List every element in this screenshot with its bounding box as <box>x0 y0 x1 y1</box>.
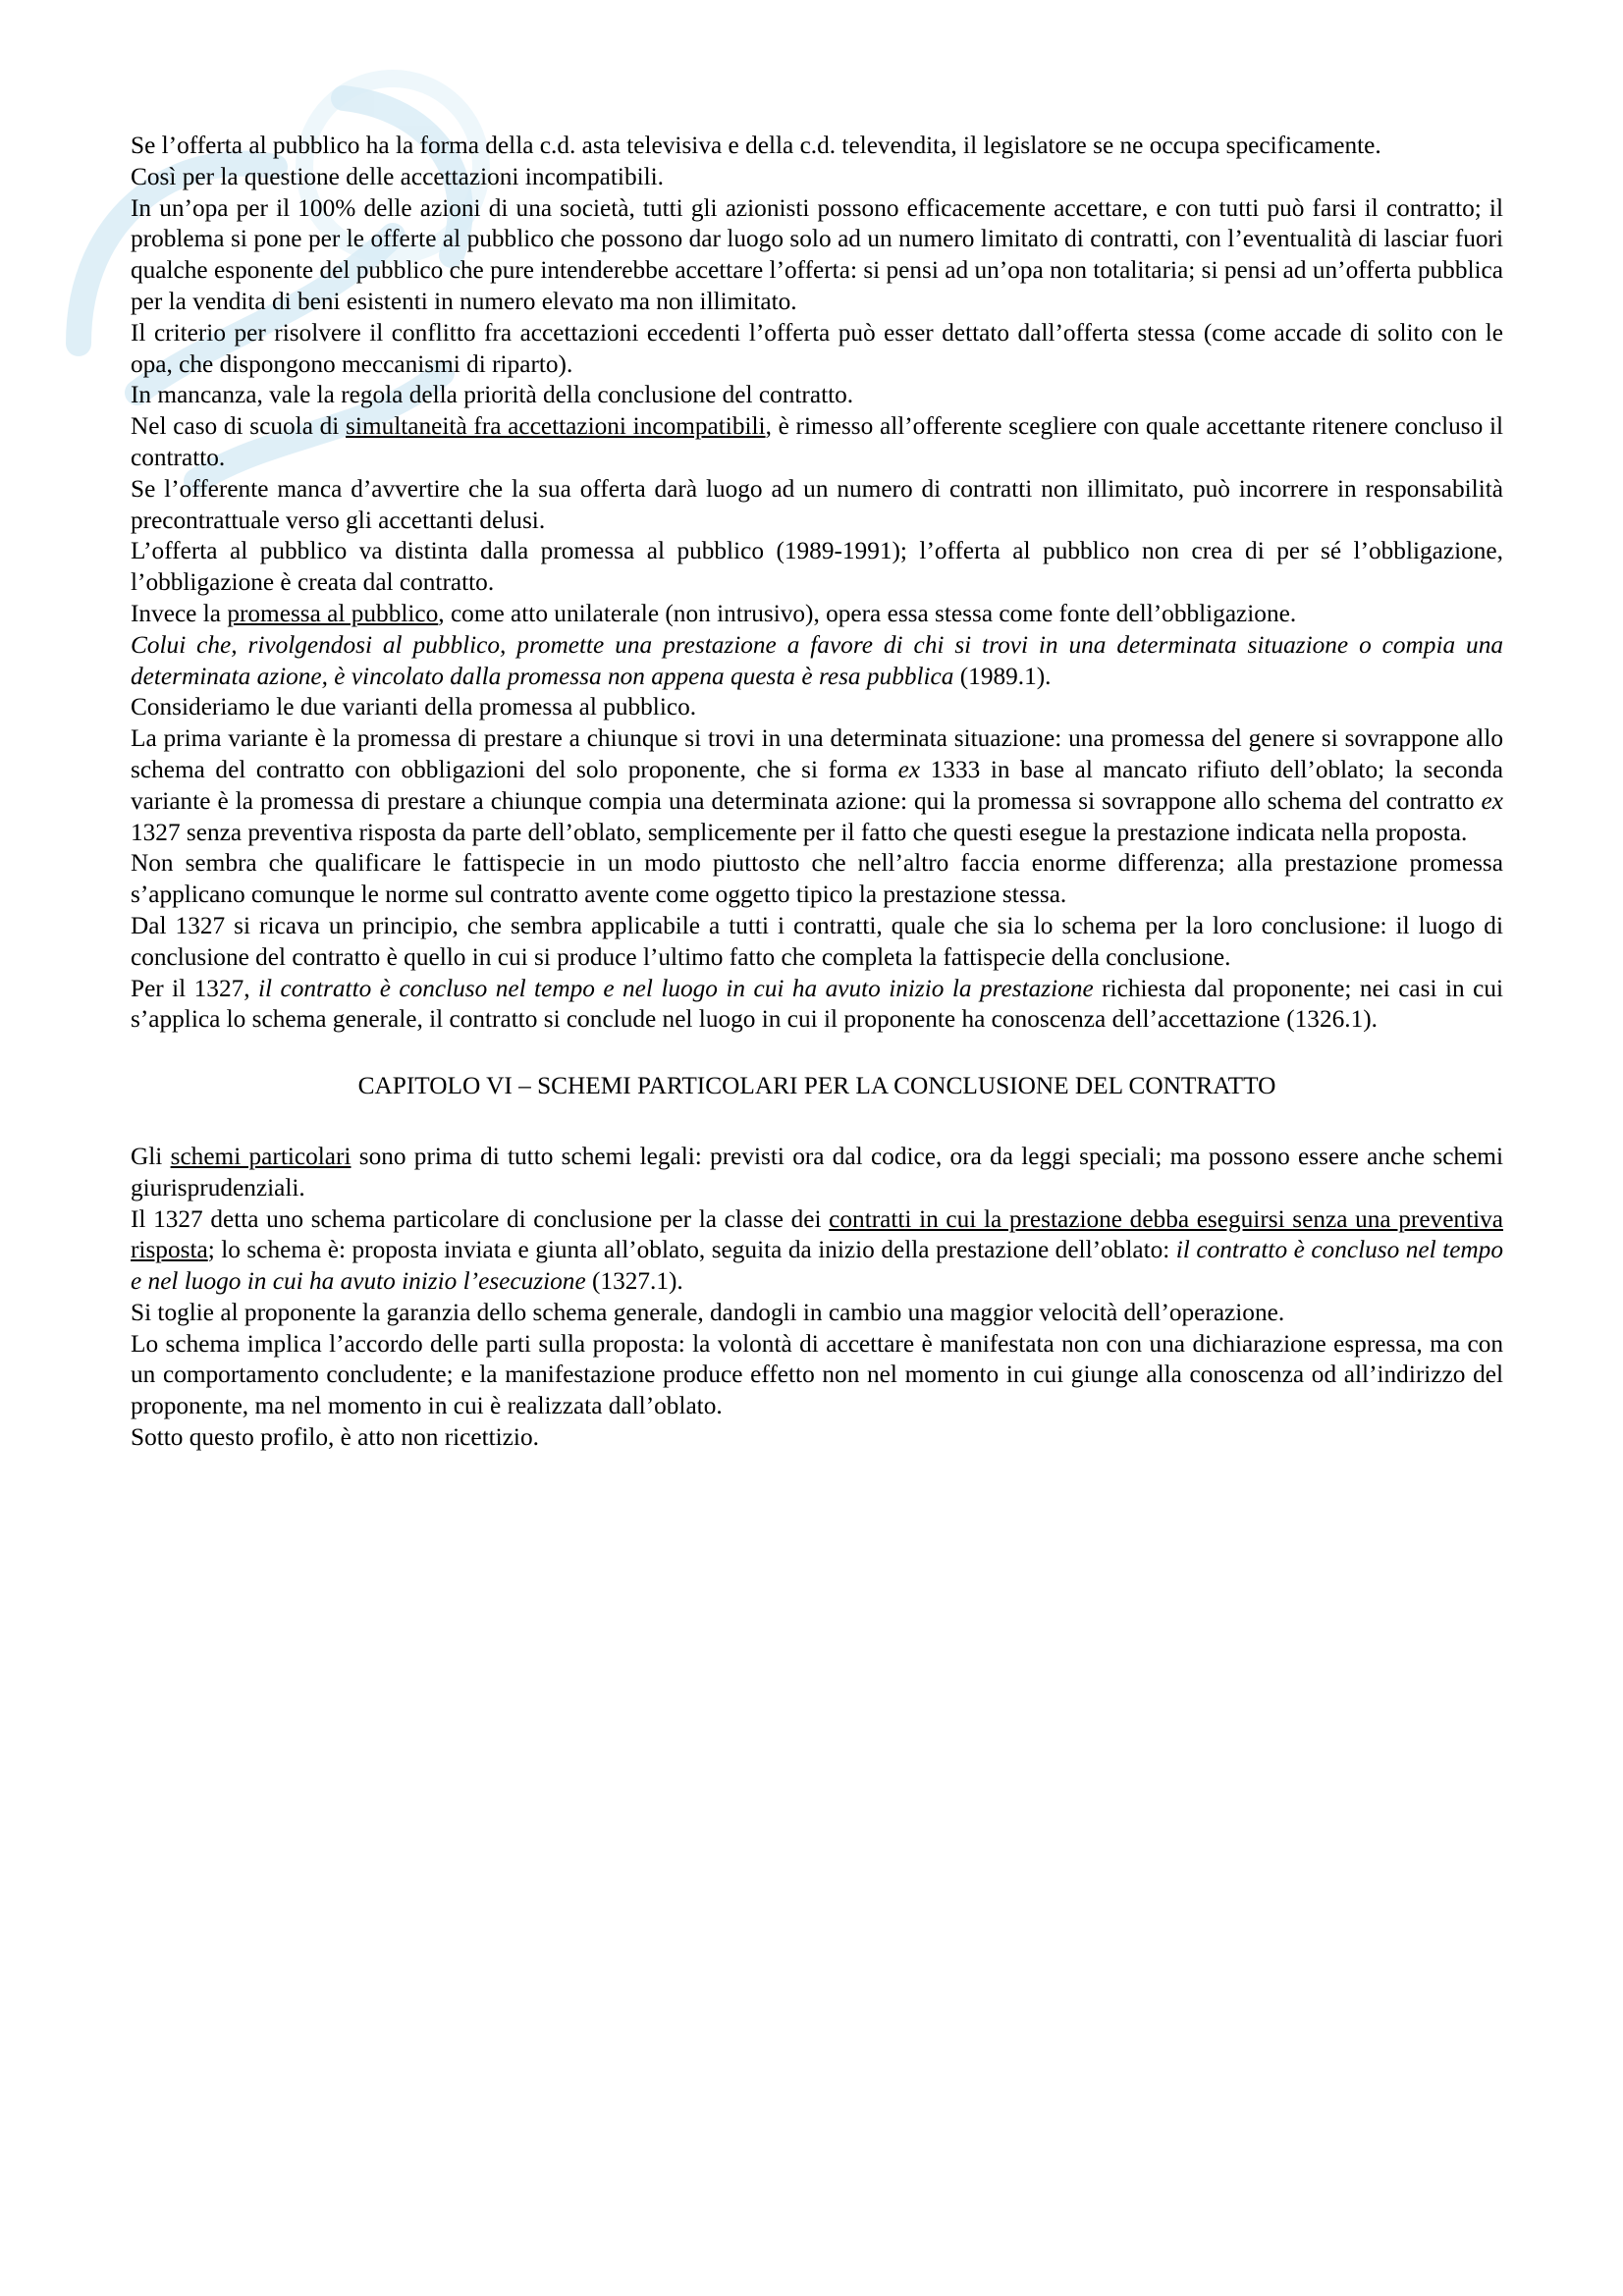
text-run: Per il 1327, <box>131 974 259 1002</box>
text-run: Sotto questo profilo, è atto non ricettizio. <box>131 1423 539 1452</box>
text-run: , è rimesso all’offerente scegliere con quale accettante ritenere concluso il contratto. <box>131 412 1504 471</box>
section-body-2 <box>131 1142 1503 1454</box>
paragraph <box>131 536 1503 599</box>
paragraph <box>131 193 1503 318</box>
text-run: (1989.1). <box>953 662 1052 690</box>
underlined-term: simultaneità fra accettazioni incompatibili <box>346 412 766 441</box>
paragraph <box>131 1142 1503 1204</box>
text-run: Se l’offerente manca d’avvertire che la sua offerta darà luogo ad un numero di contratti non illimitato, può incorrere in responsabilità precontrattuale verso gli accettanti delusi. <box>131 474 1503 534</box>
text-run: 1327 senza preventiva risposta da parte dell’oblato, semplicemente per il fatto che questi esegue la prestazione indicata nella proposta. <box>131 818 1468 846</box>
paragraph <box>131 1298 1503 1329</box>
italic-text: il contratto è concluso nel tempo e nel luogo in cui ha avuto inizio la prestazione <box>258 974 1094 1002</box>
paragraph <box>131 692 1503 723</box>
italic-text: ex <box>897 755 921 783</box>
text-run: Consideriamo le due varianti della promessa al pubblico. <box>131 693 697 721</box>
text-run: Gli <box>131 1142 171 1170</box>
paragraph <box>131 318 1503 381</box>
text-run: Se l’offerta al pubblico ha la forma della c.d. asta televisiva e della c.d. televendita, il legislatore se ne occupa specificamente. <box>131 132 1381 159</box>
text-run: sono prima di tutto schemi legali: previsti ora dal codice, ora da leggi speciali; ma possono essere anche schemi giurisprudenziali. <box>131 1142 1503 1201</box>
text-run: In un’opa per il 100% delle azioni di una società, tutti gli azionisti possono efficacemente accettare, e con tutti può farsi il contratto; il problema si pone per le offerte al pubblico che possono dar luogo solo ad un numero limitato di contratti, con l’eventualità di lasciar fuori qualche esponente del pubblico che pure intenderebbe accettare l’offerta: si pensi ad un’opa non totalitaria; si pensi ad un’offerta pubblica per la vendita di beni esistenti in numero elevato ma non illimitato. <box>131 193 1503 315</box>
text-run: , come atto unilaterale (non intrusivo), opera essa stessa come fonte dell’obbligazione. <box>438 599 1297 627</box>
paragraph <box>131 411 1503 474</box>
paragraph <box>131 630 1503 693</box>
paragraph <box>131 599 1503 630</box>
document-page <box>131 131 1503 1454</box>
text-run: In mancanza, vale la regola della priorità della conclusione del contratto. <box>131 381 854 409</box>
text-run: Non sembra che qualificare le fattispecie in un modo piuttosto che nell’altro faccia enorme differenza; alla prestazione promessa s’applicano comunque le norme sul contratto avente come oggetto tipico la prestazione stessa. <box>131 849 1503 909</box>
text-run: (1327.1). <box>585 1267 683 1296</box>
italic-text: il contratto è concluso nel tempo e nel luogo in cui ha avuto inizio l’esecuzione <box>131 1236 1503 1296</box>
paragraph <box>131 131 1503 162</box>
paragraph <box>131 911 1503 974</box>
text-run: 1333 in base al mancato rifiuto dell’oblato; la seconda variante è la promessa di prestare a chiunque compia una determinata azione: qui la promessa si sovrappone allo schema del contratto <box>131 755 1504 815</box>
text-run: richiesta dal proponente; nei casi in cui s’applica lo schema generale, il contratto si conclude nel luogo in cui il proponente ha conoscenza dell’accettazione (1326.1). <box>131 974 1503 1034</box>
italic-text: ex <box>1481 786 1503 815</box>
text-run: L’offerta al pubblico va distinta dalla promessa al pubblico (1989-1991); l’offerta al pubblico non crea di per sé l’obbligazione, l’obbligazione è creata dal contratto. <box>131 537 1503 597</box>
italic-text: Colui che, rivolgendosi al pubblico, promette una prestazione a favore di chi si trovi in una determinata situazione o compia una determinata azione, è vincolato dalla promessa non appena questa è resa pubblica <box>131 630 1503 690</box>
text-run: Dal 1327 si ricava un principio, che sembra applicabile a tutti i contratti, quale che sia lo schema per la loro conclusione: il luogo di conclusione del contratto è quello in cui si produce l’ultimo fatto che completa la fattispecie della conclusione. <box>131 911 1503 971</box>
underlined-term: promessa al pubblico <box>227 599 439 627</box>
text-run: ; lo schema è: proposta inviata e giunta all’oblato, seguita da inizio della prestazione dell’oblato: <box>207 1236 1176 1264</box>
text-run: Lo schema implica l’accordo delle parti sulla proposta: la volontà di accettare è manifestata non con una dichiarazione espressa, ma con un comportamento concludente; e la manifestazione produce effetto non nel momento in cui giunge alla conoscenza od all’indirizzo del proponente, ma nel momento in cui è realizzata dall’oblato. <box>131 1329 1503 1420</box>
paragraph <box>131 974 1503 1037</box>
text-run: La prima variante è la promessa di prestare a chiunque si trovi in una determinata situazione: una promessa del genere si sovrappone allo schema del contratto con obbligazioni del solo proponente, che si forma <box>131 724 1503 783</box>
paragraph <box>131 474 1503 537</box>
paragraph <box>131 848 1503 911</box>
underlined-term: contratti in cui la prestazione debba eseguirsi senza una preventiva risposta <box>131 1204 1504 1264</box>
paragraph <box>131 1329 1503 1422</box>
paragraph <box>131 162 1503 193</box>
text-run: Invece la <box>131 599 228 627</box>
paragraph <box>131 1422 1503 1454</box>
text-run: Il criterio per risolvere il conflitto fra accettazioni eccedenti l’offerta può esser dettato dall’offerta stessa (come accade di solito con le opa, che dispongono meccanismi di riparto). <box>131 318 1503 378</box>
text-run: Si toglie al proponente la garanzia dello schema generale, dandogli in cambio una maggior velocità dell’operazione. <box>131 1298 1285 1326</box>
text-run: Così per la questione delle accettazioni incompatibili. <box>131 162 665 190</box>
text-run: Nel caso di scuola di <box>131 412 347 441</box>
section-body-1 <box>131 131 1503 1036</box>
paragraph <box>131 1204 1503 1298</box>
paragraph <box>131 723 1503 848</box>
text-run: Il 1327 detta uno schema particolare di conclusione per la classe dei <box>131 1204 830 1233</box>
chapter-heading: CAPITOLO VI – SCHEMI PARTICOLARI PER LA CONCLUSIONE DEL CONTRATTO <box>357 1072 1276 1100</box>
paragraph <box>131 380 1503 411</box>
underlined-term: schemi particolari <box>170 1142 352 1170</box>
